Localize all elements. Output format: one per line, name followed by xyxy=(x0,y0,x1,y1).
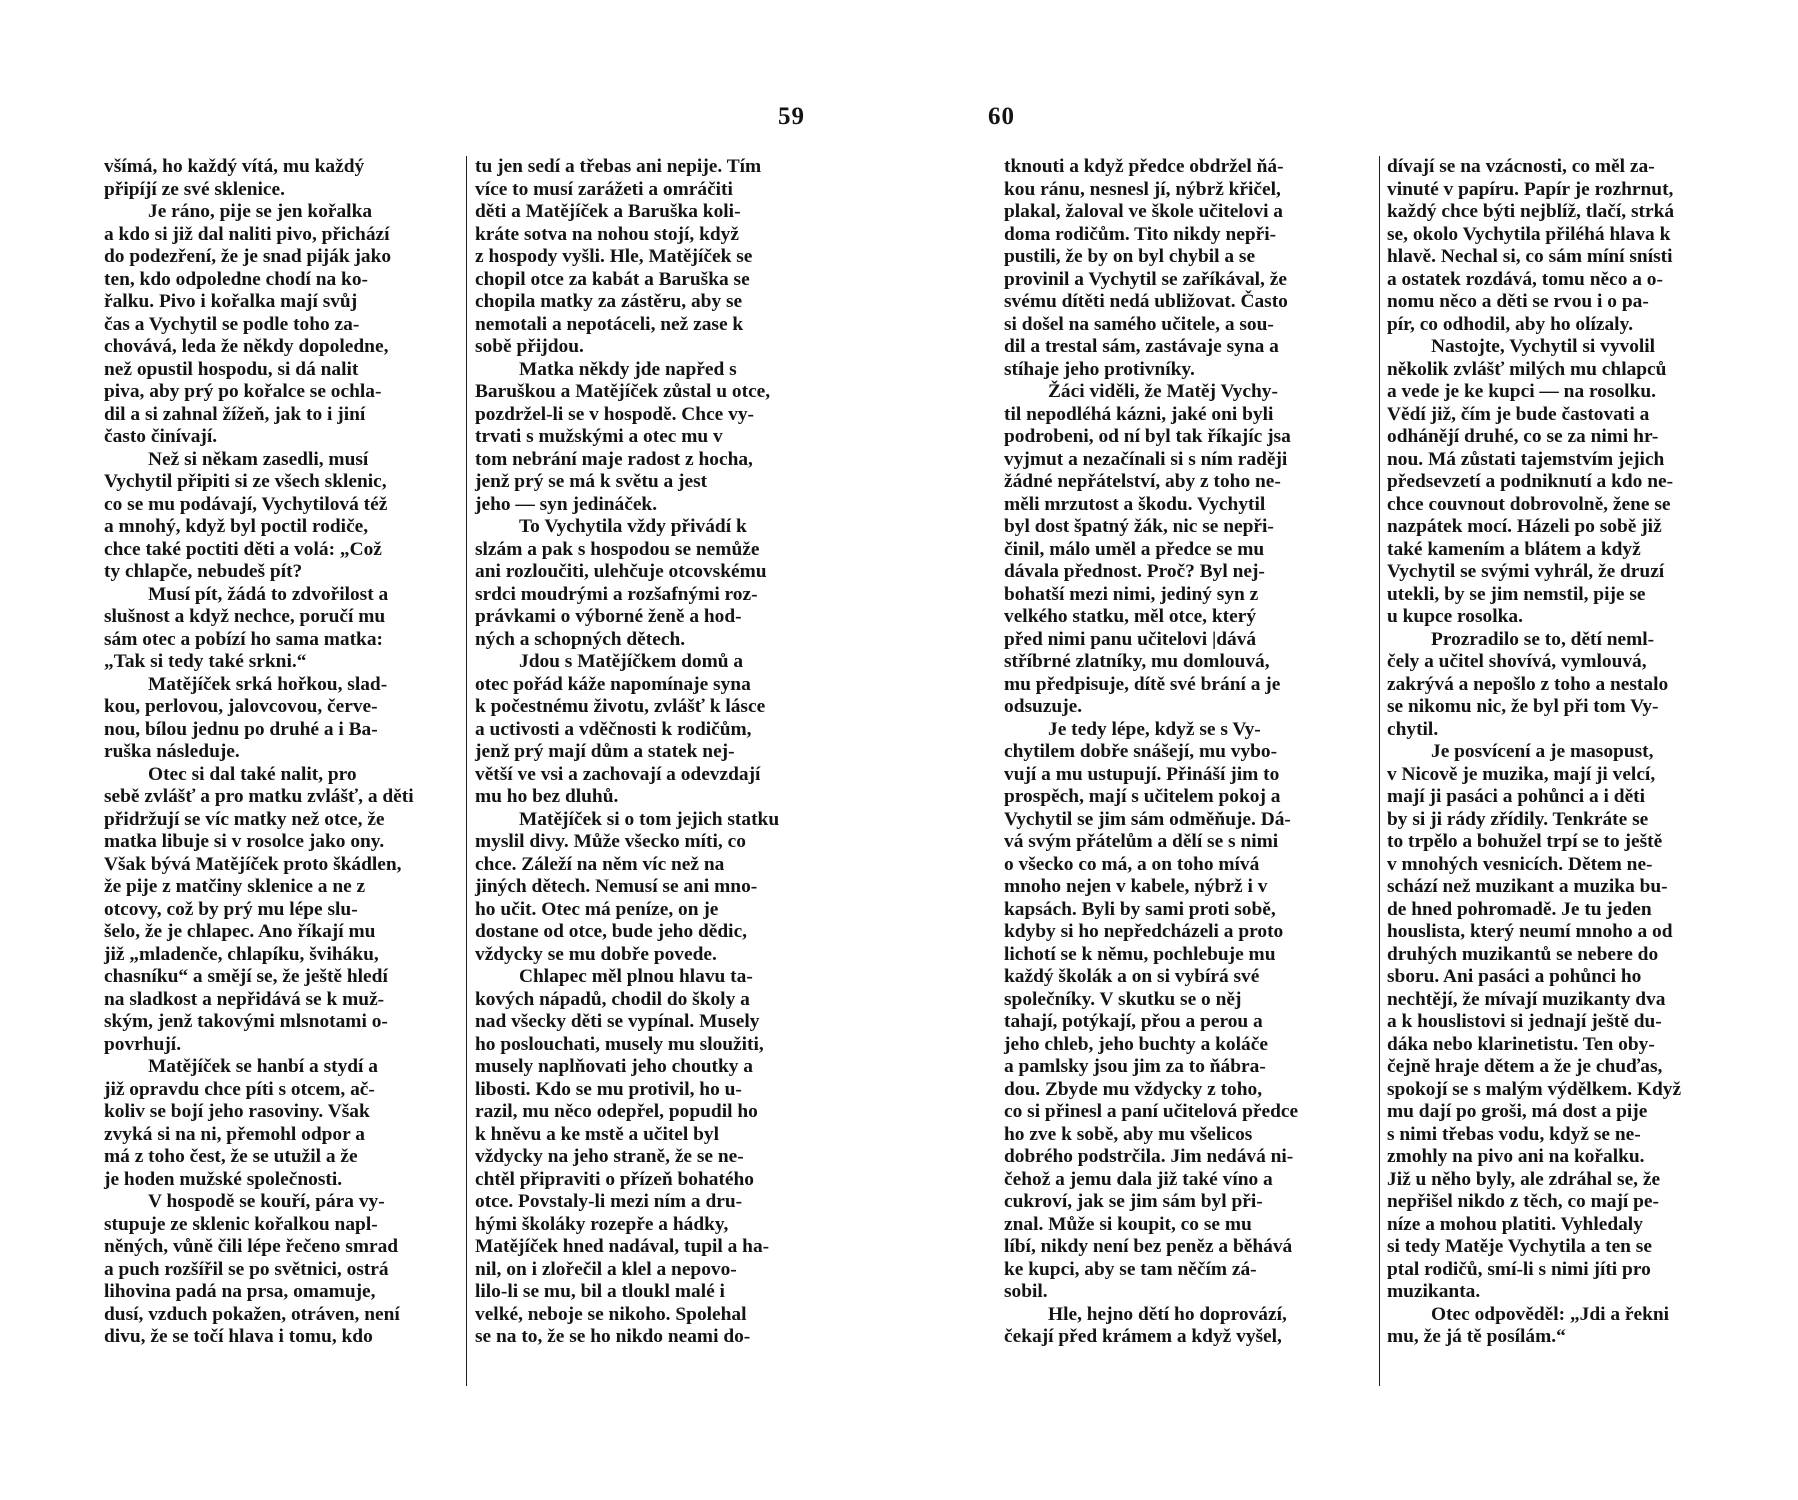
text-line: co se mu podávají, Vychytilová též xyxy=(104,493,388,515)
text-line: na sladkost a nepřidává se k muž- xyxy=(104,988,385,1010)
text-line: muzikanta. xyxy=(1387,1281,1481,1302)
text-line: se na to, že se ho nikdo neami do- xyxy=(475,1326,751,1347)
text-line: ho poslouchati, musely mu sloužiti, xyxy=(475,1033,764,1055)
text-line: stříbrné zlatníky, mu domlouvá, xyxy=(1004,651,1270,672)
text-line: nad všecky děti se vypínal. Musely xyxy=(475,1011,760,1032)
text-line: divu, že se točí hlava i tomu, kdo xyxy=(104,1326,373,1347)
text-line: každý chce býti nejblíž, tlačí, strká xyxy=(1387,201,1675,222)
text-line: musely naplňovati jeho choutky a xyxy=(475,1056,753,1077)
text-line: houslista, který neumí mnoho a od xyxy=(1387,921,1673,942)
text-line: je hoden mužské společnosti. xyxy=(104,1168,343,1190)
text-line: nechtějí, že mívají muzikanty dva xyxy=(1387,988,1666,1010)
text-line: tom nebrání maje radost z hocha, xyxy=(475,448,753,470)
text-line: Baruškou a Matějíček zůstal u otce, xyxy=(475,381,771,402)
text-line: Vědí již, čím je bude častovati a xyxy=(1387,403,1650,425)
text-line: odsuzuje. xyxy=(1004,696,1083,717)
text-line: cukroví, jak se jim sám byl při- xyxy=(1004,1191,1263,1212)
text-line: dávala přednost. Proč? Byl nej- xyxy=(1004,561,1265,582)
text-line: čely a učitel shovívá, vymlouvá, xyxy=(1387,651,1647,672)
text-line: a puch rozšířil se po světnici, ostrá xyxy=(104,1258,389,1280)
text-line: koliv se bojí jeho rasoviny. Však xyxy=(104,1101,370,1122)
text-line: již „mladenče, chlapíku, šviháku, xyxy=(104,943,379,965)
text-line: spokojí se s malým výdělkem. Když xyxy=(1387,1078,1682,1100)
text-line: de hned pohromadě. Je tu jeden xyxy=(1387,898,1652,920)
text-line: odhánějí druhé, co se za nimi hr- xyxy=(1387,426,1659,447)
text-line: lihovina padá na prsa, omamuje, xyxy=(104,1281,376,1302)
text-line: vždycky se mu dobře povede. xyxy=(475,943,717,965)
text-line: k hněvu a ke mstě a učitel byl xyxy=(475,1123,720,1145)
text-line: tahají, potýkají, přou a perou a xyxy=(1004,1011,1263,1032)
text-line: byl dost špatný žák, nic se nepři- xyxy=(1004,516,1274,537)
text-line: tknouti a když předce obdržel ňá- xyxy=(1004,156,1284,177)
text-line: To Vychytila vždy přivádí k xyxy=(519,516,747,537)
text-line: větší ve vsi a zachovají a odevzdají xyxy=(475,763,761,785)
text-line: nou, bílou jednu po druhé a i Ba- xyxy=(104,718,378,740)
page-number: 60 xyxy=(988,103,1015,130)
text-line: každý školák a on si vybírá své xyxy=(1004,966,1260,987)
text-line: stíhaje jeho protivníky. xyxy=(1004,358,1195,380)
text-line: zakrývá a nepošlo z toho a nestalo xyxy=(1387,673,1669,695)
right-page xyxy=(900,0,1798,1500)
text-line: a vede je ke kupci — na rosolku. xyxy=(1387,381,1656,402)
column-divider xyxy=(1379,156,1380,1386)
text-line: se, okolo Vychytila přiléhá hlava k xyxy=(1387,223,1671,245)
text-line: kou ránu, nesnesl jí, nýbrž křičel, xyxy=(1004,178,1281,200)
text-line: se nikomu nic, že byl při tom Vy- xyxy=(1387,696,1659,717)
text-line: Chlapec měl plnou hlavu ta- xyxy=(519,966,753,987)
text-line: chce. Záleží na něm víc než na xyxy=(475,853,725,875)
text-line: ho učit. Otec má peníze, on je xyxy=(475,898,719,920)
text-line: tu jen sedí a třebas ani nepije. Tím xyxy=(475,156,762,177)
text-line: dusí, vzduch pokažen, otráven, není xyxy=(104,1303,400,1325)
text-line: mají ji pasáci a pohůnci a i děti xyxy=(1387,786,1646,807)
text-line: dívají se na vzácnosti, co měl za- xyxy=(1387,156,1655,177)
text-line: nomu něco a děti se rvou i o pa- xyxy=(1387,291,1649,312)
text-line: prospěch, mají s učitelem pokoj a xyxy=(1004,786,1281,807)
text-line: a k houslistovi si jednají ještě du- xyxy=(1387,1011,1662,1032)
text-column-right xyxy=(475,156,817,1349)
text-line: již opravdu chce píti s otcem, ač- xyxy=(104,1078,375,1100)
text-line: společníky. V skutku se o něj xyxy=(1004,988,1242,1010)
text-line: dil a si zahnal žížeň, jak to i jiní xyxy=(104,403,366,425)
text-line: pozdržel-li se v hospodě. Chce vy- xyxy=(475,403,754,425)
text-line: nazpátek mocí. Házeli po sobě již xyxy=(1387,516,1662,537)
text-line: myslil divy. Může všecko míti, co xyxy=(475,831,746,852)
text-line: v mnohých vesnicích. Dětem ne- xyxy=(1387,853,1653,875)
text-line: Matějíček srká hořkou, slad- xyxy=(148,673,388,695)
text-line: v Nicově je muzika, mají ji velcí, xyxy=(1387,763,1656,785)
text-line: sám otec a pobízí ho sama matka: xyxy=(104,628,383,650)
text-line: Již u něho byly, ale zdráhal se, že xyxy=(1387,1168,1661,1190)
text-line: druhých muzikantů se nebere do xyxy=(1387,943,1659,965)
text-line: utekli, by se jim nemstil, pije se xyxy=(1387,583,1646,605)
text-line: til nepodléhá kázni, jaké oni byli xyxy=(1004,403,1274,425)
text-line: chce také poctiti děti a volá: „Což xyxy=(104,538,382,560)
text-line: několik zvlášť milých mu chlapců xyxy=(1387,358,1667,380)
text-line: stupuje ze sklenic kořalkou napl- xyxy=(104,1213,378,1235)
text-line: s nimi třebas vodu, když se ne- xyxy=(1387,1123,1641,1145)
text-line: k počestnému životu, zvlášť k lásce xyxy=(475,696,766,717)
text-line: čas a Vychytil se podle toho za- xyxy=(104,313,360,335)
text-line: Je ráno, pije se jen kořalka xyxy=(148,201,373,222)
text-line: podrobeni, od ní byl tak říkajíc jsa xyxy=(1004,426,1291,447)
text-line: čejně hraje dětem a že je chuďas, xyxy=(1387,1056,1663,1077)
text-line: si tedy Matěje Vychytila a ten se xyxy=(1387,1236,1652,1257)
text-line: ho zve k sobě, aby mu všelicos xyxy=(1004,1123,1253,1145)
text-line: také kamením a blátem a když xyxy=(1387,538,1641,560)
text-line: bohatší mezi nimi, jediný syn z xyxy=(1004,583,1259,605)
text-line: vyjmut a nezačínali si s ním raději xyxy=(1004,448,1288,470)
text-line: ných a schopných dětech. xyxy=(475,628,686,650)
text-column-left xyxy=(104,156,462,1349)
text-line: otec pořád káže napomínaje syna xyxy=(475,673,751,695)
text-line: Žáci viděli, že Matěj Vychy- xyxy=(1048,381,1278,402)
text-line: čehož a jemu dala již také víno a xyxy=(1004,1168,1273,1190)
text-line: schází než muzikant a muzika bu- xyxy=(1387,876,1668,897)
text-line: Však bývá Matějíček proto škádlen, xyxy=(104,853,402,875)
text-line: chasníku“ a smějí se, že ještě hledí xyxy=(104,966,388,987)
text-line: jiných dětech. Nemusí se ani mno- xyxy=(475,876,758,897)
text-line: dobrého podstrčila. Jim nedává ni- xyxy=(1004,1146,1294,1167)
text-line: kráte sotva na nohou stojí, když xyxy=(475,223,739,245)
text-line: chytilem dobře snášejí, mu vybo- xyxy=(1004,741,1278,762)
text-line: by si ji rády zřídily. Tenkráte se xyxy=(1387,808,1649,830)
text-line: a kdo si již dal naliti pivo, přichází xyxy=(104,223,390,245)
text-line: pír, co odhodil, aby ho olízaly. xyxy=(1387,313,1634,335)
text-line: doma rodičům. Tito nikdy nepři- xyxy=(1004,223,1277,245)
text-line: chytil. xyxy=(1387,718,1439,740)
text-line: do podezření, že je snad piják jako xyxy=(104,246,392,267)
text-line: řalku. Pivo i kořalka mají svůj xyxy=(104,291,358,312)
text-line: šelo, že je chlapec. Ano říkají mu xyxy=(104,921,376,942)
text-line: více to musí zarážeti a omráčiti xyxy=(475,178,733,200)
text-line: piva, aby prý po kořalce se ochla- xyxy=(104,381,382,402)
text-line: a ostatek rozdává, tomu něco a o- xyxy=(1387,268,1663,290)
text-line: chopil otce za kabát a Baruška se xyxy=(475,268,750,290)
text-line: ptal rodičů, smí-li s nimi jíti pro xyxy=(1387,1258,1651,1280)
text-line: chce couvnout dobrovolně, žene se xyxy=(1387,493,1671,515)
text-line: níze a mohou platiti. Vyhledaly xyxy=(1387,1213,1643,1235)
text-line: slušnost a když nechce, poručí mu xyxy=(104,606,386,627)
text-line: dostane od otce, bude jeho dědic, xyxy=(475,921,748,942)
text-line: velkého statku, měl otce, který xyxy=(1004,606,1257,627)
text-line: mu, že já tě posílám.“ xyxy=(1387,1326,1566,1347)
text-line: trvati s mužskými a otec mu v xyxy=(475,426,723,447)
text-line: děti a Matějíček a Baruška koli- xyxy=(475,201,741,222)
text-line: ským, jenž takovými mlsnotami o- xyxy=(104,1011,388,1032)
text-line: V hospodě se kouří, pára vy- xyxy=(148,1191,385,1212)
text-line: slzám a pak s hospodou se nemůže xyxy=(475,538,760,560)
text-line: si došel na samého učitele, a sou- xyxy=(1004,313,1274,335)
text-line: dil a trestal sám, zastávaje syna a xyxy=(1004,336,1279,357)
text-line: razil, mu něco odepřel, popudil ho xyxy=(475,1101,758,1122)
text-line: nil, on i zlořečil a klel a nepovo- xyxy=(475,1258,737,1280)
text-line: zmohly na pivo ani na kořalku. xyxy=(1387,1146,1645,1167)
text-line: a uctivosti a vděčnosti k rodičům, xyxy=(475,718,752,740)
text-line: vinuté v papíru. Papír je rozhrnut, xyxy=(1387,178,1674,200)
text-line: jenž prý se má k světu a jest xyxy=(475,471,708,492)
text-line: předsevzetí a podniknutí a kdo ne- xyxy=(1387,471,1674,492)
text-line: Prozradilo se to, dětí neml- xyxy=(1431,628,1655,650)
text-line: hlavě. Nechal si, co sám míní snísti xyxy=(1387,246,1673,267)
column-divider xyxy=(466,156,467,1386)
text-line: sobil. xyxy=(1004,1281,1048,1302)
text-line: Matějíček se hanbí a stydí a xyxy=(148,1056,378,1077)
text-line: kových nápadů, chodil do školy a xyxy=(475,988,750,1010)
text-line: hými školáky rozepře a hádky, xyxy=(475,1213,729,1235)
text-line: nepřišel nikdo z těch, co mají pe- xyxy=(1387,1191,1659,1212)
text-line: před nimi panu učitelovi |dává xyxy=(1004,628,1257,650)
text-line: ke kupci, aby se tam něčím zá- xyxy=(1004,1258,1257,1280)
text-line: matka libuje si v rosolce jako ony. xyxy=(104,831,385,852)
text-line: často činívají. xyxy=(104,426,218,447)
text-line: sebě zvlášť a pro matku zvlášť, a děti xyxy=(104,786,414,807)
text-line: zvyká si na ni, přemohl odpor a xyxy=(104,1123,365,1145)
text-line: líbí, nikdy není bez peněz a běhává xyxy=(1004,1236,1293,1257)
text-line: libosti. Kdo se mu protivil, ho u- xyxy=(475,1078,742,1100)
text-line: lilo-li se mu, bil a tloukl malé i xyxy=(475,1281,725,1302)
text-line: Jdou s Matějíčkem domů a xyxy=(519,651,744,672)
text-line: Je posvícení a je masopust, xyxy=(1431,741,1654,762)
text-column-right xyxy=(1387,156,1739,1349)
text-line: sobě přijdou. xyxy=(475,336,584,357)
text-line: pustili, že by on byl chybil a se xyxy=(1004,246,1256,267)
text-line: a pamlsky jsou jim za to ňábra- xyxy=(1004,1056,1266,1077)
text-line: znal. Může si koupit, co se mu xyxy=(1004,1213,1252,1235)
text-line: Matka někdy jde napřed s xyxy=(519,358,737,380)
text-line: mnoho nejen v kabele, nýbrž i v xyxy=(1004,876,1268,897)
page-number: 59 xyxy=(778,103,805,130)
text-line: chovává, leda že někdy dopoledne, xyxy=(104,336,389,357)
text-line: ani rozloučiti, ulehčuje otcovskému xyxy=(475,561,767,582)
text-line: Vychytil připiti si ze všech sklenic, xyxy=(104,471,387,492)
text-line: chtěl připraviti o přízeň bohatého xyxy=(475,1168,754,1190)
text-line: to trpělo a bohužel trpí se to ještě xyxy=(1387,831,1663,852)
text-line: mu dají po groši, má dost a pije xyxy=(1387,1101,1648,1122)
text-line: Hle, hejno dětí ho doprovází, xyxy=(1048,1303,1287,1325)
text-line: kou, perlovou, jalovcovou, červe- xyxy=(104,696,378,717)
text-line: přidržují se víc matky než otce, že xyxy=(104,808,385,830)
text-line: dáka nebo klarinetistu. Ten oby- xyxy=(1387,1033,1655,1055)
text-line: povrhují. xyxy=(104,1033,182,1055)
text-line: mu ho bez dluhů. xyxy=(475,786,619,807)
text-line: Než si někam zasedli, musí xyxy=(148,448,369,470)
text-line: provinil a Vychytil se zaříkával, že xyxy=(1004,268,1287,290)
text-line: „Tak si tedy také srkni.“ xyxy=(104,651,307,672)
text-line: činil, málo uměl a předce se mu xyxy=(1004,538,1265,560)
text-line: jeho — syn jedináček. xyxy=(475,493,658,515)
text-line: otce. Povstaly-li mezi ním a dru- xyxy=(475,1191,743,1212)
text-line: ty chlapče, nebudeš pít? xyxy=(104,561,303,582)
text-line: srdci moudrými a rozšafnými roz- xyxy=(475,583,758,605)
text-line: Je tedy lépe, když se s Vy- xyxy=(1048,718,1261,740)
text-line: Nastojte, Vychytil si vyvolil xyxy=(1431,336,1656,357)
text-column-left xyxy=(1004,156,1374,1349)
text-line: Otec si dal také nalit, pro xyxy=(148,763,357,785)
text-line: nou. Má zůstati tajemstvím jejich xyxy=(1387,448,1665,470)
text-line: lichotí se k němu, pochlebuje mu xyxy=(1004,943,1276,965)
text-line: než opustil hospodu, si dá nalit xyxy=(104,358,359,380)
text-line: dou. Zbyde mu vždycky z toho, xyxy=(1004,1078,1263,1100)
text-line: Matějíček hned nadával, tupil a ha- xyxy=(475,1236,770,1257)
text-line: sboru. Ani pasáci a pohůnci ho xyxy=(1387,966,1642,987)
text-line: nemotali a nepotáceli, než zase k xyxy=(475,313,744,335)
text-line: jenž prý mají dům a statek nej- xyxy=(475,741,735,762)
text-line: má z toho čest, že se utužil a že xyxy=(104,1146,358,1167)
text-line: Vychytil se svými vyhrál, že druzí xyxy=(1387,561,1665,582)
text-line: Otec odpověděl: „Jdi a řekni xyxy=(1431,1303,1670,1325)
text-line: chopila matky za zástěru, aby se xyxy=(475,291,743,312)
text-line: velké, neboje se nikoho. Spolehal xyxy=(475,1303,747,1325)
text-line: žádné nepřátelství, aby z toho ne- xyxy=(1004,471,1281,492)
text-line: právkami o výborné ženě a hod- xyxy=(475,606,742,627)
text-line: že pije z matčiny sklenice a ne z xyxy=(104,876,366,897)
text-line: vují a mu ustupují. Přináší jim to xyxy=(1004,763,1280,785)
text-line: plakal, žaloval ve škole učitelovi a xyxy=(1004,201,1284,222)
text-line: z hospody vyšli. Hle, Matějíček se xyxy=(475,246,753,267)
text-line: co si přinesl a paní učitelová předce xyxy=(1004,1101,1299,1122)
text-line: otcovy, což by prý mu lépe slu- xyxy=(104,898,358,920)
text-line: Vychytil se jim sám odměňuje. Dá- xyxy=(1004,808,1291,830)
text-line: něných, vůně čili lépe řečeno smrad xyxy=(104,1236,399,1257)
text-line: Matějíček si o tom jejich statku xyxy=(519,808,780,830)
text-line: kapsách. Byli by sami proti sobě, xyxy=(1004,898,1276,920)
text-line: jeho chleb, jeho buchty a koláče xyxy=(1004,1033,1268,1055)
text-line: a mnohý, když byl poctil rodiče, xyxy=(104,516,369,537)
text-line: vá svým přátelům a dělí se s nimi xyxy=(1004,831,1279,852)
text-line: ten, kdo odpoledne chodí na ko- xyxy=(104,268,368,290)
text-line: připíjí ze své sklenice. xyxy=(104,178,285,200)
text-line: Musí pít, žádá to zdvořilost a xyxy=(148,583,389,605)
text-line: ruška následuje. xyxy=(104,741,240,762)
text-line: u kupce rosolka. xyxy=(1387,606,1523,627)
text-line: všímá, ho každý vítá, mu každý xyxy=(104,156,365,177)
text-line: měli mrzutost a škodu. Vychytil xyxy=(1004,493,1266,515)
text-line: mu předpisuje, dítě své brání a je xyxy=(1004,673,1281,695)
text-line: čekají před krámem a když vyšel, xyxy=(1004,1326,1282,1347)
text-line: svému dítěti nedá ubližovat. Často xyxy=(1004,291,1288,312)
text-line: vždycky na jeho straně, že se ne- xyxy=(475,1146,744,1167)
text-line: kdyby si ho nepředcházeli a proto xyxy=(1004,921,1284,942)
text-line: o všecko co má, a on toho mívá xyxy=(1004,853,1260,875)
